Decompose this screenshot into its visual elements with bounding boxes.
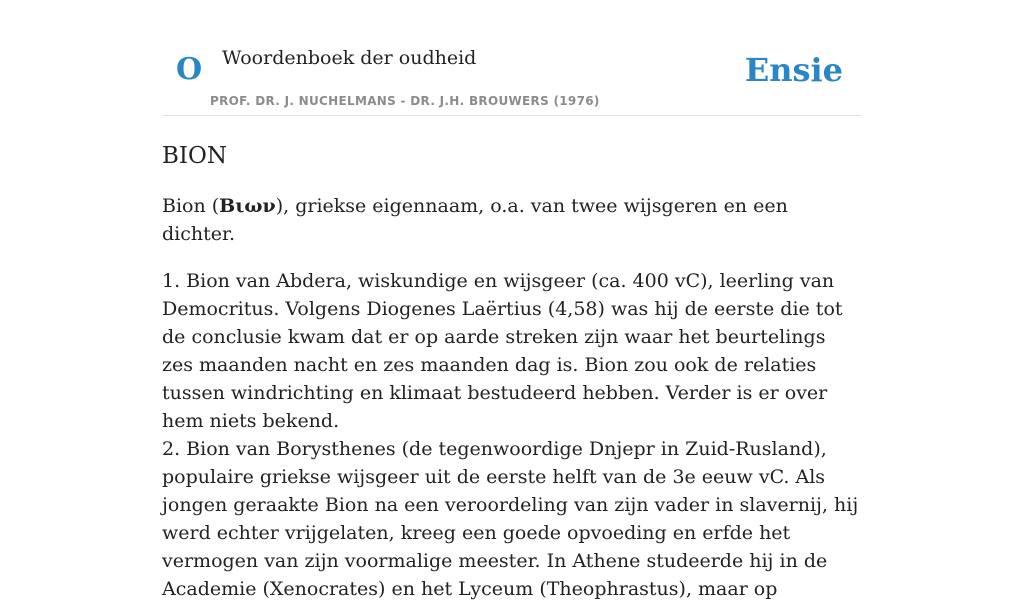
book-authors: PROF. DR. J. NUCHELMANS - DR. J.H. BROUWERS (1976)	[210, 94, 600, 108]
entry-title: BION	[162, 143, 227, 169]
entry-paragraph-1: 1. Bion van Abdera, wiskundige en wijsgeer (ca. 400 vC), leerling van Democritus. Volgens Diogenes Laërtius (4,58) was hij de eerste die tot de conclusie kwam dat er op aarde streken zijn waar het beurtelings zes maanden nacht en zes maanden dag is. Bion zou ook de relaties tussen windrichting en klimaat bestudeerd hebben. Verder is er over hem niets bekend.	[162, 270, 843, 432]
book-title[interactable]: Woordenboek der oudheid	[222, 47, 477, 69]
intro-text-before: Bion (	[162, 195, 220, 217]
entry-intro	[162, 192, 862, 248]
greek-name: Βιων	[219, 195, 276, 217]
intro-text-after: ), griekse eigennaam, o.a. van twee wijsgeren en een dichter.	[162, 195, 788, 245]
header	[162, 0, 862, 116]
brand-logo-link[interactable]: Ensie	[744, 51, 843, 89]
section-letter[interactable]: O	[176, 52, 203, 87]
entry-paragraph-2: 2. Bion van Borysthenes (de tegenwoordige Dnjepr in Zuid-Rusland), populaire griekse wijsgeer uit de eerste helft van de 3e eeuw vC. Als jongen geraakte Bion na een veroordeling van zijn vader in slavernij, hij werd echter vrijgelaten, kreeg een goede opvoeding en erfde het vermogen van zijn voormalige meester. In Athene studeerde hij in de Academie (Xenocrates) en het Lyceum (Theophrastus), maar op	[162, 438, 859, 600]
page	[162, 0, 862, 603]
entry-content	[162, 192, 862, 603]
